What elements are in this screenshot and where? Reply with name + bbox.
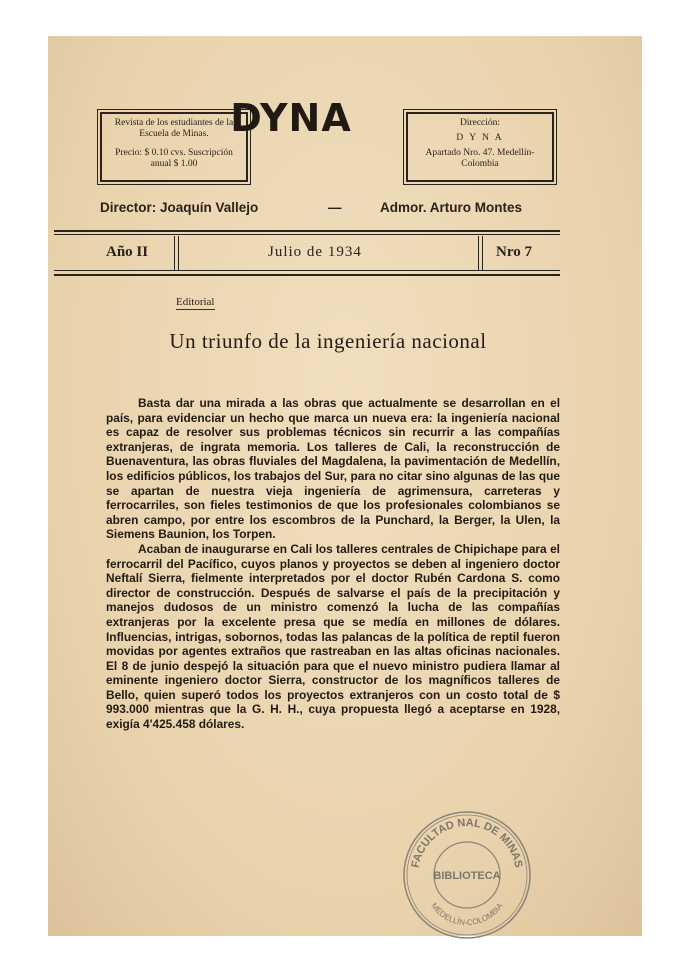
article-paragraph-1: Basta dar una mirada a las obras que actualmente se desarrollan en el país, para evidenciar un hecho que marca un nueva era: la ingeniería nacional es capaz de resolver sus problemas técnicos sin recurrir a las compañías extranjeras, de ingrata memoria. Los talleres de Cali, la reconstrucción de Buenaventura, las obras fluviales del Magdalena, la pavimentación de Medellín, los edificios públicos, los trabajos del Sur, para no citar sino algunas de las que se apartan de nuestra vieja ingeniería de agrimensura, carreteras y ferrocarriles, son fieles testimonios de que los profesionales colombianos se abren campo, por entre los escombros de la Punchard, la Berger, la Ulen, la Siemens Baunion, los Torpen. xyxy=(106,396,560,542)
address-line: Apartado Nro. 47. Medellín-Colombia xyxy=(425,148,535,169)
issue-band-bottom-rule-inner xyxy=(54,270,560,271)
stamp-top-text: FACULTAD NAL DE MINAS xyxy=(409,816,525,869)
section-label: Editorial xyxy=(176,296,215,308)
svg-text:FACULTAD NAL DE MINAS xyxy=(410,817,525,869)
article-title: Un triunfo de la ingeniería nacional xyxy=(169,329,487,353)
publication-description: Revista de los estudiantes de la Escuela de Minas. xyxy=(114,118,234,139)
stamp-bottom-text: MEDELLÍN-COLOMBIA xyxy=(429,901,505,928)
staff-separator: — xyxy=(328,200,342,215)
address-label: Dirección: xyxy=(459,118,501,128)
issue-band-divider-right xyxy=(478,236,483,270)
address-name: D Y N A xyxy=(456,133,504,143)
magazine-title: DYNA xyxy=(230,96,352,140)
issue-year: Año II xyxy=(106,244,149,260)
stamp-center-text: BIBLIOTECA xyxy=(433,870,501,882)
issue-number: Nro 7 xyxy=(496,244,532,260)
issue-band-divider-left xyxy=(174,236,179,270)
issue-band-top-rule-inner xyxy=(54,234,560,235)
issue-date: Julio de 1934 xyxy=(268,244,362,260)
svg-text:MEDELLÍN-COLOMBIA xyxy=(429,901,505,927)
subscription-price: Precio: $ 0.10 cvs. Suscripción anual $ 1.00 xyxy=(115,148,233,169)
address-box xyxy=(406,112,554,182)
article-paragraph-2: Acaban de inaugurarse en Cali los talleres centrales de Chipichape para el ferrocarril del Pacífico, cuyos planos y proyectos se deben al ingeniero doctor Neftalí Sierra, fielmente interpretados por el doctor Rubén Cardona S. como director de construcción. Después de salvarse el país de la precipitación y manejos dudosos de un ministro comenzó la lucha de las compañías extranjeras por la excelente presa que se medía en millones de dólares. Influencias, intrigas, sobornos, todas las palancas de la política de reptil fueron movidas por agentes extraños que rastreaban en las altas oficinas nacionales. El 8 de junio despejó la situación para que el nuevo ministro pudiera llamar al eminente ingeniero doctor Sierra, constructor de los magníficos talleres de Bello, quien superó todos los proyectos extranjeros con un costo total de $ 993.000 mientras que la G. H. H., cuya propuesta llegó a aceptarse en 1928, exigía 4'425.458 dólares. xyxy=(106,541,560,732)
library-stamp xyxy=(400,808,534,942)
director-credit: Director: Joaquín Vallejo xyxy=(100,200,259,215)
issue-band-bottom-rule xyxy=(54,274,560,276)
administrator-credit: Admor. Arturo Montes xyxy=(380,200,523,215)
article-body xyxy=(106,396,560,732)
issue-band-top-rule xyxy=(54,230,560,232)
